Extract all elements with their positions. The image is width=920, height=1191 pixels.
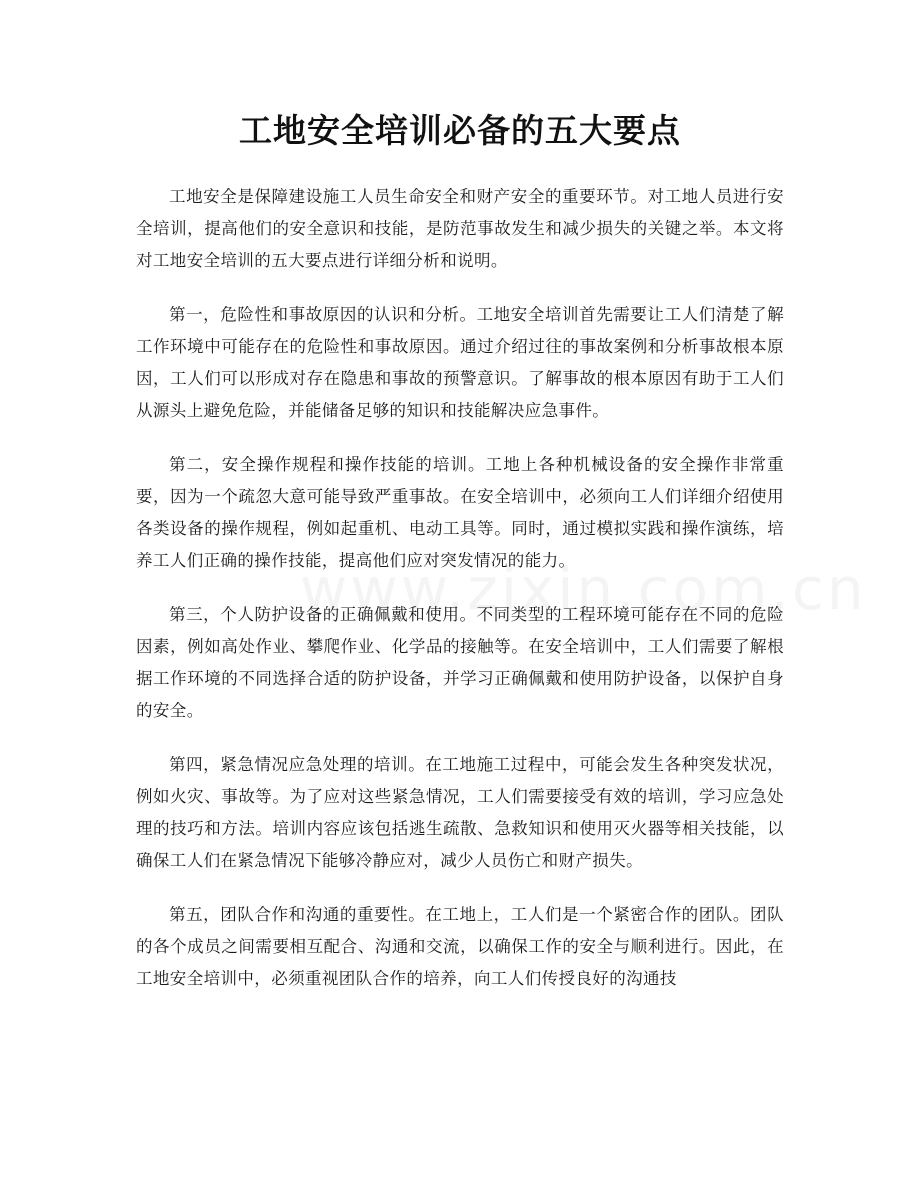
paragraph-point-5: 第五，团队合作和沟通的重要性。在工地上，工人们是一个紧密合作的团队。团队的各个成员之间需要相互配合、沟通和交流，以确保工作的安全与顺利进行。因此，在工地安全培训中，必须重视团队合作的培养，向工人们传授良好的沟通技 <box>136 905 784 988</box>
document-body <box>136 181 784 1017</box>
paragraph-point-4: 第四，紧急情况应急处理的培训。在工地施工过程中，可能会发生各种突发状况，例如火灾、事故等。为了应对这些紧急情况，工人们需要接受有效的培训，学习应急处理的技巧和方法。培训内容应该包括逃生疏散、急救知识和使用灭火器等相关技能，以确保工人们在紧急情况下能够冷静应对，减少人员伤亡和财产损失。 <box>136 755 784 870</box>
paragraph-intro: 工地安全是保障建设施工人员生命安全和财产安全的重要环节。对工地人员进行安全培训，提高他们的安全意识和技能，是防范事故发生和减少损失的关键之举。本文将对工地安全培训的五大要点进行详细分析和说明。 <box>136 187 784 270</box>
paragraph-point-3: 第三，个人防护设备的正确佩戴和使用。不同类型的工程环境可能存在不同的危险因素，例如高处作业、攀爬作业、化学品的接触等。在安全培训中，工人们需要了解根据工作环境的不同选择合适的防护设备，并学习正确佩戴和使用防护设备，以保护自身的安全。 <box>136 605 784 720</box>
page-title: 工地安全培训必备的五大要点 <box>239 111 681 150</box>
paragraph-point-1: 第一，危险性和事故原因的认识和分析。工地安全培训首先需要让工人们清楚了解工作环境中可能存在的危险性和事故原因。通过介绍过往的事故案例和分析事故根本原因，工人们可以形成对存在隐患和事故的预警意识。了解事故的根本原因有助于工人们从源头上避免危险，并能储备足够的知识和技能解决应急事件。 <box>136 305 784 420</box>
paragraph-point-2: 第二，安全操作规程和操作技能的培训。工地上各种机械设备的安全操作非常重要，因为一个疏忽大意可能导致严重事故。在安全培训中，必须向工人们详细介绍使用各类设备的操作规程，例如起重机、电动工具等。同时，通过模拟实践和操作演练，培养工人们正确的操作技能，提高他们应对突发情况的能力。 <box>136 455 784 570</box>
